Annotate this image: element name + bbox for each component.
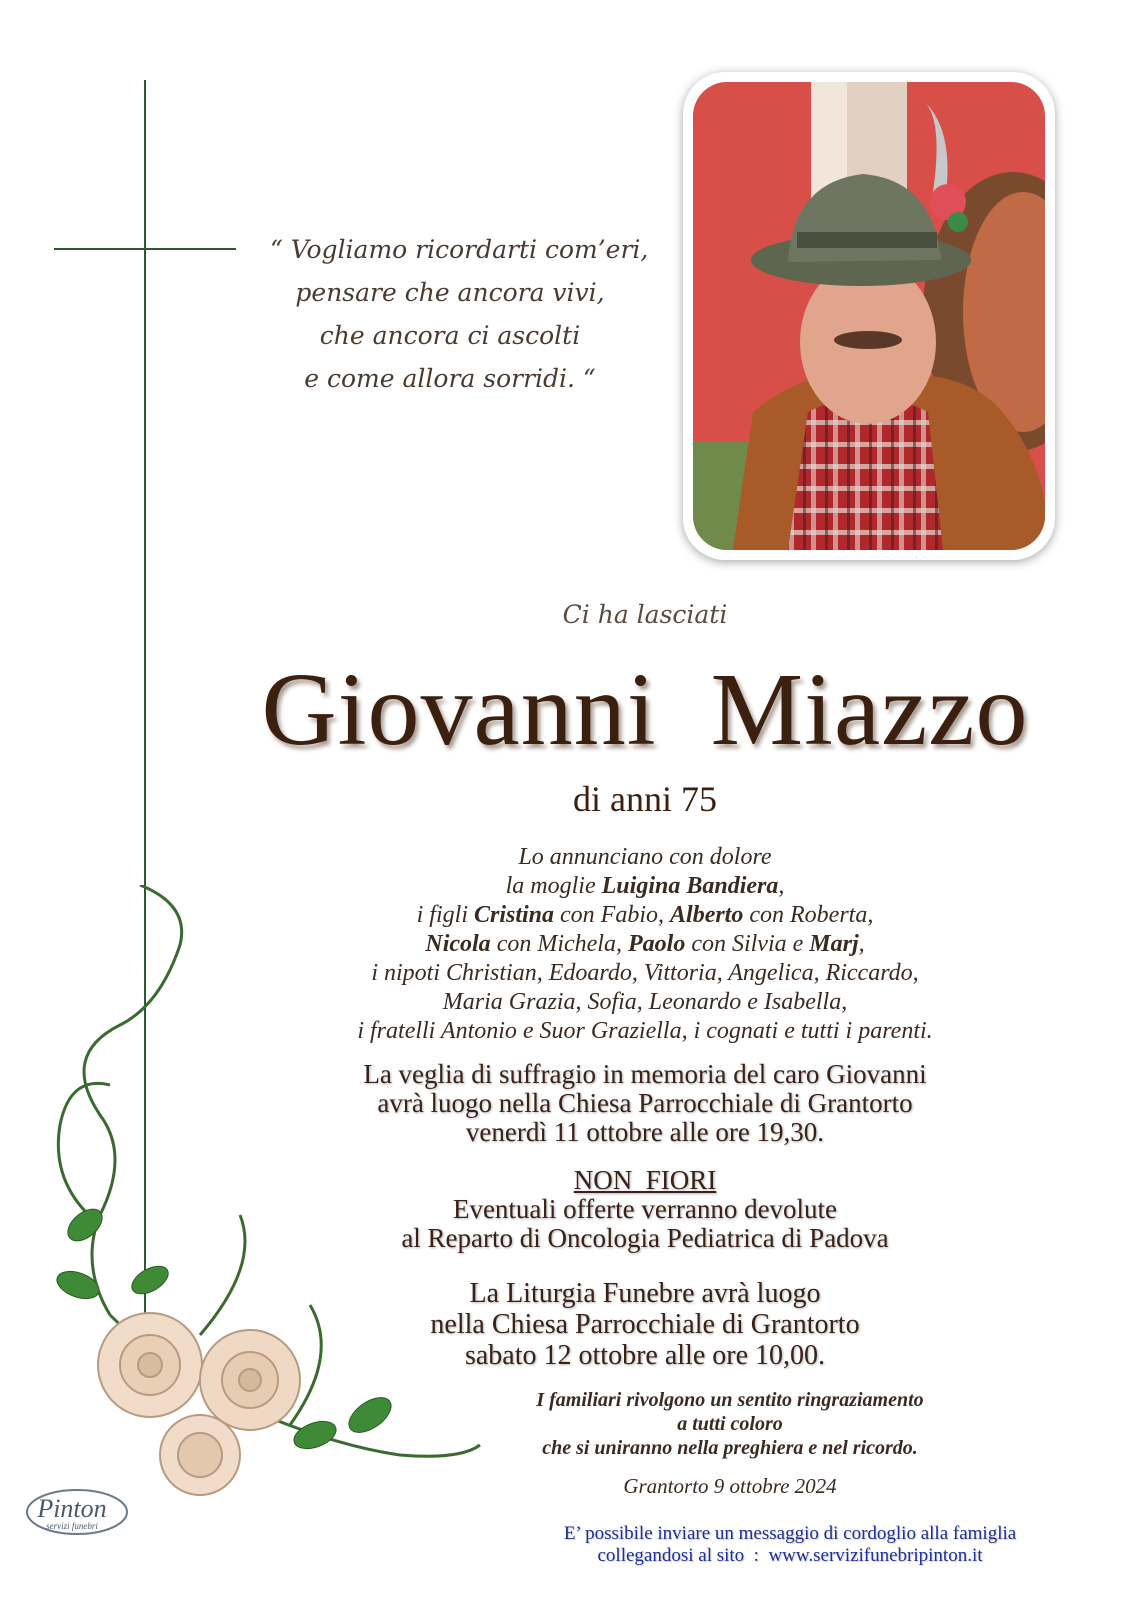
funeral-liturgy-notice <box>180 1278 1110 1371</box>
child-name: Cristina <box>473 902 555 928</box>
cross-horizontal-bar <box>54 248 236 250</box>
deceased-name: Giovanni Miazzo <box>261 652 1029 767</box>
portrait-illustration <box>693 82 1045 550</box>
vigil-line: avrà luogo nella Chiesa Parrocchiale di Grantorto <box>377 1088 913 1118</box>
family-line: i figli Cristina con Fabio, Alberto con Roberta, <box>416 902 874 928</box>
deceased-age: di anni 75 <box>573 779 717 819</box>
portrait-photo-frame <box>683 72 1055 560</box>
spouse-name: Luigina Bandiera <box>601 873 779 899</box>
liturgy-line: sabato 12 ottobre alle ore 10,00. <box>464 1340 825 1371</box>
family-line: i fratelli Antonio e Suor Graziella, i cognati e tutti i parenti. <box>357 1018 933 1044</box>
child-name: Alberto <box>670 902 744 928</box>
quote-line: che ancora ci ascolti <box>319 321 581 350</box>
logo-subtitle: servizi funebri <box>46 1521 98 1531</box>
vigil-line: La veglia di suffragio in memoria del caro Giovanni <box>363 1059 927 1089</box>
family-thanks <box>430 1388 1030 1460</box>
vigil-notice <box>180 1060 1110 1147</box>
announcement-intro: Ci ha lasciati <box>562 600 728 629</box>
non-fiori-line: Eventuali offerte verranno devolute <box>452 1194 838 1224</box>
liturgy-line: La Liturgia Funebre avrà luogo <box>469 1278 821 1309</box>
non-fiori-title: NON FIORI <box>573 1165 717 1195</box>
child-name: Nicola <box>425 931 491 957</box>
vigil-line: venerdì 11 ottobre alle ore 19,30. <box>465 1117 825 1147</box>
family-line: Lo annunciano con dolore <box>518 844 772 870</box>
quote-line: e come allora sorridi. “ <box>304 364 596 393</box>
memorial-quote <box>270 228 649 400</box>
non-fiori-notice <box>180 1195 1110 1253</box>
family-line: Nicola con Michela, Paolo con Silvia e Marj, <box>425 931 865 957</box>
portrait-photo <box>693 82 1045 550</box>
family-line: i nipoti Christian, Edoardo, Vittoria, Angelica, Riccardo, <box>371 960 919 986</box>
family-line: la moglie Luigina Bandiera, <box>505 873 785 899</box>
thanks-line: I familiari rivolgono un sentito ringraziamento <box>536 1389 924 1411</box>
family-line: Maria Grazia, Sofia, Leonardo e Isabella, <box>442 989 848 1015</box>
contact-line: E’ possibile inviare un messaggio di cordoglio alla famiglia <box>563 1523 1017 1544</box>
quote-line: “ Vogliamo ricordarti com’eri, <box>270 235 649 264</box>
place-date: Grantorto 9 ottobre 2024 <box>623 1474 837 1498</box>
child-name: Marj <box>809 931 859 957</box>
child-name: Paolo <box>627 931 686 957</box>
quote-line: pensare che ancora vivi, <box>295 278 605 307</box>
logo-name: Pinton <box>37 1494 107 1523</box>
contact-website-link[interactable]: collegandosi al sito : www.servizifunebripinton.it <box>597 1545 983 1566</box>
thanks-line: che si uniranno nella preghiera e nel ricordo. <box>542 1437 918 1459</box>
family-announcement <box>180 843 1110 1046</box>
liturgy-line: nella Chiesa Parrocchiale di Grantorto <box>430 1309 860 1340</box>
condolence-contact <box>480 1523 1100 1567</box>
non-fiori-line: al Reparto di Oncologia Pediatrica di Padova <box>401 1223 889 1253</box>
thanks-line: a tutti coloro <box>677 1413 783 1435</box>
